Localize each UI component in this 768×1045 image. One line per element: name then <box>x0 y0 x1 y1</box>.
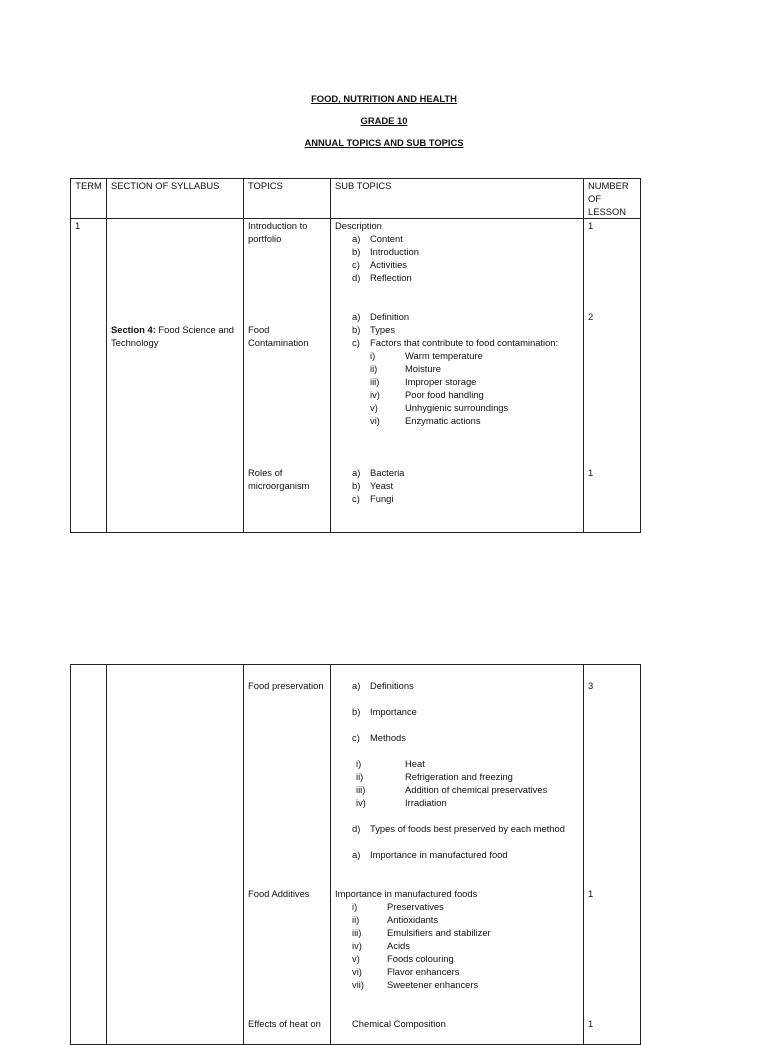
topics-cell <box>244 219 331 533</box>
sub-marker: vi) <box>370 415 380 426</box>
sub-item: Refrigeration and freezing <box>405 771 513 782</box>
sub-marker: ii) <box>356 771 364 782</box>
topic-food-preservation: Food preservation <box>248 680 324 691</box>
header-lessons <box>584 179 641 219</box>
list-item: Methods <box>370 732 406 743</box>
sub-marker: iii) <box>352 927 362 938</box>
list-marker: b) <box>352 480 361 491</box>
topics-table-continued <box>70 664 641 1045</box>
header-subtopics: SUB TOPICS <box>331 179 584 219</box>
header-lessons-line1: NUMBER <box>588 180 629 191</box>
lessons-preservation: 3 <box>588 680 594 691</box>
term-cell-empty <box>71 665 107 1045</box>
sub-item: Antioxidants <box>387 914 439 925</box>
table-row <box>71 665 641 1045</box>
table-row <box>71 219 641 533</box>
header-section: SECTION OF SYLLABUS <box>107 179 244 219</box>
lessons-heat: 1 <box>588 1018 594 1029</box>
topic-effects-of-heat: Effects of heat on <box>248 1018 321 1029</box>
heat-first-item: Chemical Composition <box>352 1018 446 1029</box>
topic-food-additives: Food Additives <box>248 888 310 899</box>
topic-roles-microorganism-2: microorganism <box>248 480 310 491</box>
topic-intro-portfolio: Introduction to <box>248 220 308 231</box>
list-item: Types of foods best preserved by each method <box>370 823 565 834</box>
header-topics: TOPICS <box>244 179 331 219</box>
sub-marker: ii) <box>352 914 360 925</box>
list-marker: a) <box>352 680 361 691</box>
additives-intro: Importance in manufactured foods <box>335 888 478 899</box>
sub-marker: iii) <box>356 784 366 795</box>
lessons-microorganism: 1 <box>588 467 594 478</box>
sub-item: Emulsifiers and stabilizer <box>387 927 491 938</box>
table-header-row <box>71 179 641 219</box>
section-cell-empty <box>107 665 244 1045</box>
list-item: Importance in manufactured food <box>370 849 508 860</box>
list-marker: a) <box>352 311 361 322</box>
subtitle-heading: ANNUAL TOPICS AND SUB TOPICS <box>304 137 464 148</box>
subtopic-intro: Description <box>335 220 382 231</box>
lessons-contamination: 2 <box>588 311 594 322</box>
lessons-cell <box>584 219 641 533</box>
lessons-cell-2 <box>584 665 641 1045</box>
document-title: FOOD, NUTRITION AND HEALTH <box>311 93 457 104</box>
sub-item: Warm temperature <box>405 350 483 361</box>
list-marker: b) <box>352 706 361 717</box>
sub-item: Acids <box>387 940 410 951</box>
subtopics-cell <box>331 219 584 533</box>
list-marker: c) <box>352 259 360 270</box>
topic-food-contamination: Food <box>248 324 270 335</box>
sub-item: Moisture <box>405 363 441 374</box>
sub-item: Flavor enhancers <box>387 966 460 977</box>
section-line2: Technology <box>111 337 159 348</box>
list-item: Bacteria <box>370 467 405 478</box>
list-item: Fungi <box>370 493 394 504</box>
lessons-portfolio: 1 <box>588 220 594 231</box>
list-item: Factors that contribute to food contamination: <box>370 337 559 348</box>
list-item: Types <box>370 324 396 335</box>
list-item: Reflection <box>370 272 412 283</box>
sub-marker: iii) <box>370 376 380 387</box>
grade-heading: GRADE 10 <box>360 115 408 126</box>
sub-item: Unhygienic surroundings <box>405 402 509 413</box>
list-marker: d) <box>352 823 361 834</box>
list-item: Activities <box>370 259 407 270</box>
lessons-additives: 1 <box>588 888 594 899</box>
list-marker: a) <box>352 467 361 478</box>
sub-marker: iv) <box>356 797 366 808</box>
topics-cell-2 <box>244 665 331 1045</box>
list-item: Definitions <box>370 680 414 691</box>
sub-marker: vi) <box>352 966 362 977</box>
section-cell <box>107 219 244 533</box>
header-lessons-line2: OF LESSON <box>588 193 627 217</box>
subtopics-cell-2 <box>331 665 584 1045</box>
sub-marker: i) <box>352 901 358 912</box>
list-item: Content <box>370 233 403 244</box>
sub-marker: v) <box>352 953 360 964</box>
sub-marker: i) <box>370 350 376 361</box>
sub-item: Foods colouring <box>387 953 454 964</box>
sub-marker: iv) <box>370 389 380 400</box>
section-label: Section 4: <box>111 324 156 335</box>
list-item: Definition <box>370 311 410 322</box>
term-cell: 1 <box>71 219 107 533</box>
sub-marker: iv) <box>352 940 362 951</box>
list-marker: c) <box>352 337 360 348</box>
list-marker: b) <box>352 324 361 335</box>
sub-item: Addition of chemical preservatives <box>405 784 548 795</box>
sub-item: Poor food handling <box>405 389 484 400</box>
sub-marker: i) <box>356 758 362 769</box>
topic-food-contamination-2: Contamination <box>248 337 309 348</box>
sub-item: Sweetener enhancers <box>387 979 479 990</box>
topic-intro-portfolio-2: portfolio <box>248 233 282 244</box>
list-marker: d) <box>352 272 361 283</box>
sub-item: Heat <box>405 758 425 769</box>
list-item: Introduction <box>370 246 419 257</box>
list-marker: c) <box>352 493 360 504</box>
section-line1 <box>111 323 234 336</box>
list-marker: a) <box>352 233 361 244</box>
sub-marker: vii) <box>352 979 364 990</box>
topic-roles-microorganism: Roles of <box>248 467 283 478</box>
section-name: Food Science and <box>158 324 234 335</box>
list-item: Yeast <box>370 480 394 491</box>
sub-item: Preservatives <box>387 901 444 912</box>
list-item: Importance <box>370 706 417 717</box>
sub-marker: v) <box>370 402 378 413</box>
header-term: TERM <box>71 179 107 219</box>
list-marker: b) <box>352 246 361 257</box>
list-marker: a) <box>352 849 361 860</box>
sub-item: Irradiation <box>405 797 447 808</box>
sub-item: Enzymatic actions <box>405 415 481 426</box>
sub-marker: ii) <box>370 363 378 374</box>
topics-table <box>70 178 641 533</box>
sub-item: Improper storage <box>405 376 477 387</box>
list-marker: c) <box>352 732 360 743</box>
